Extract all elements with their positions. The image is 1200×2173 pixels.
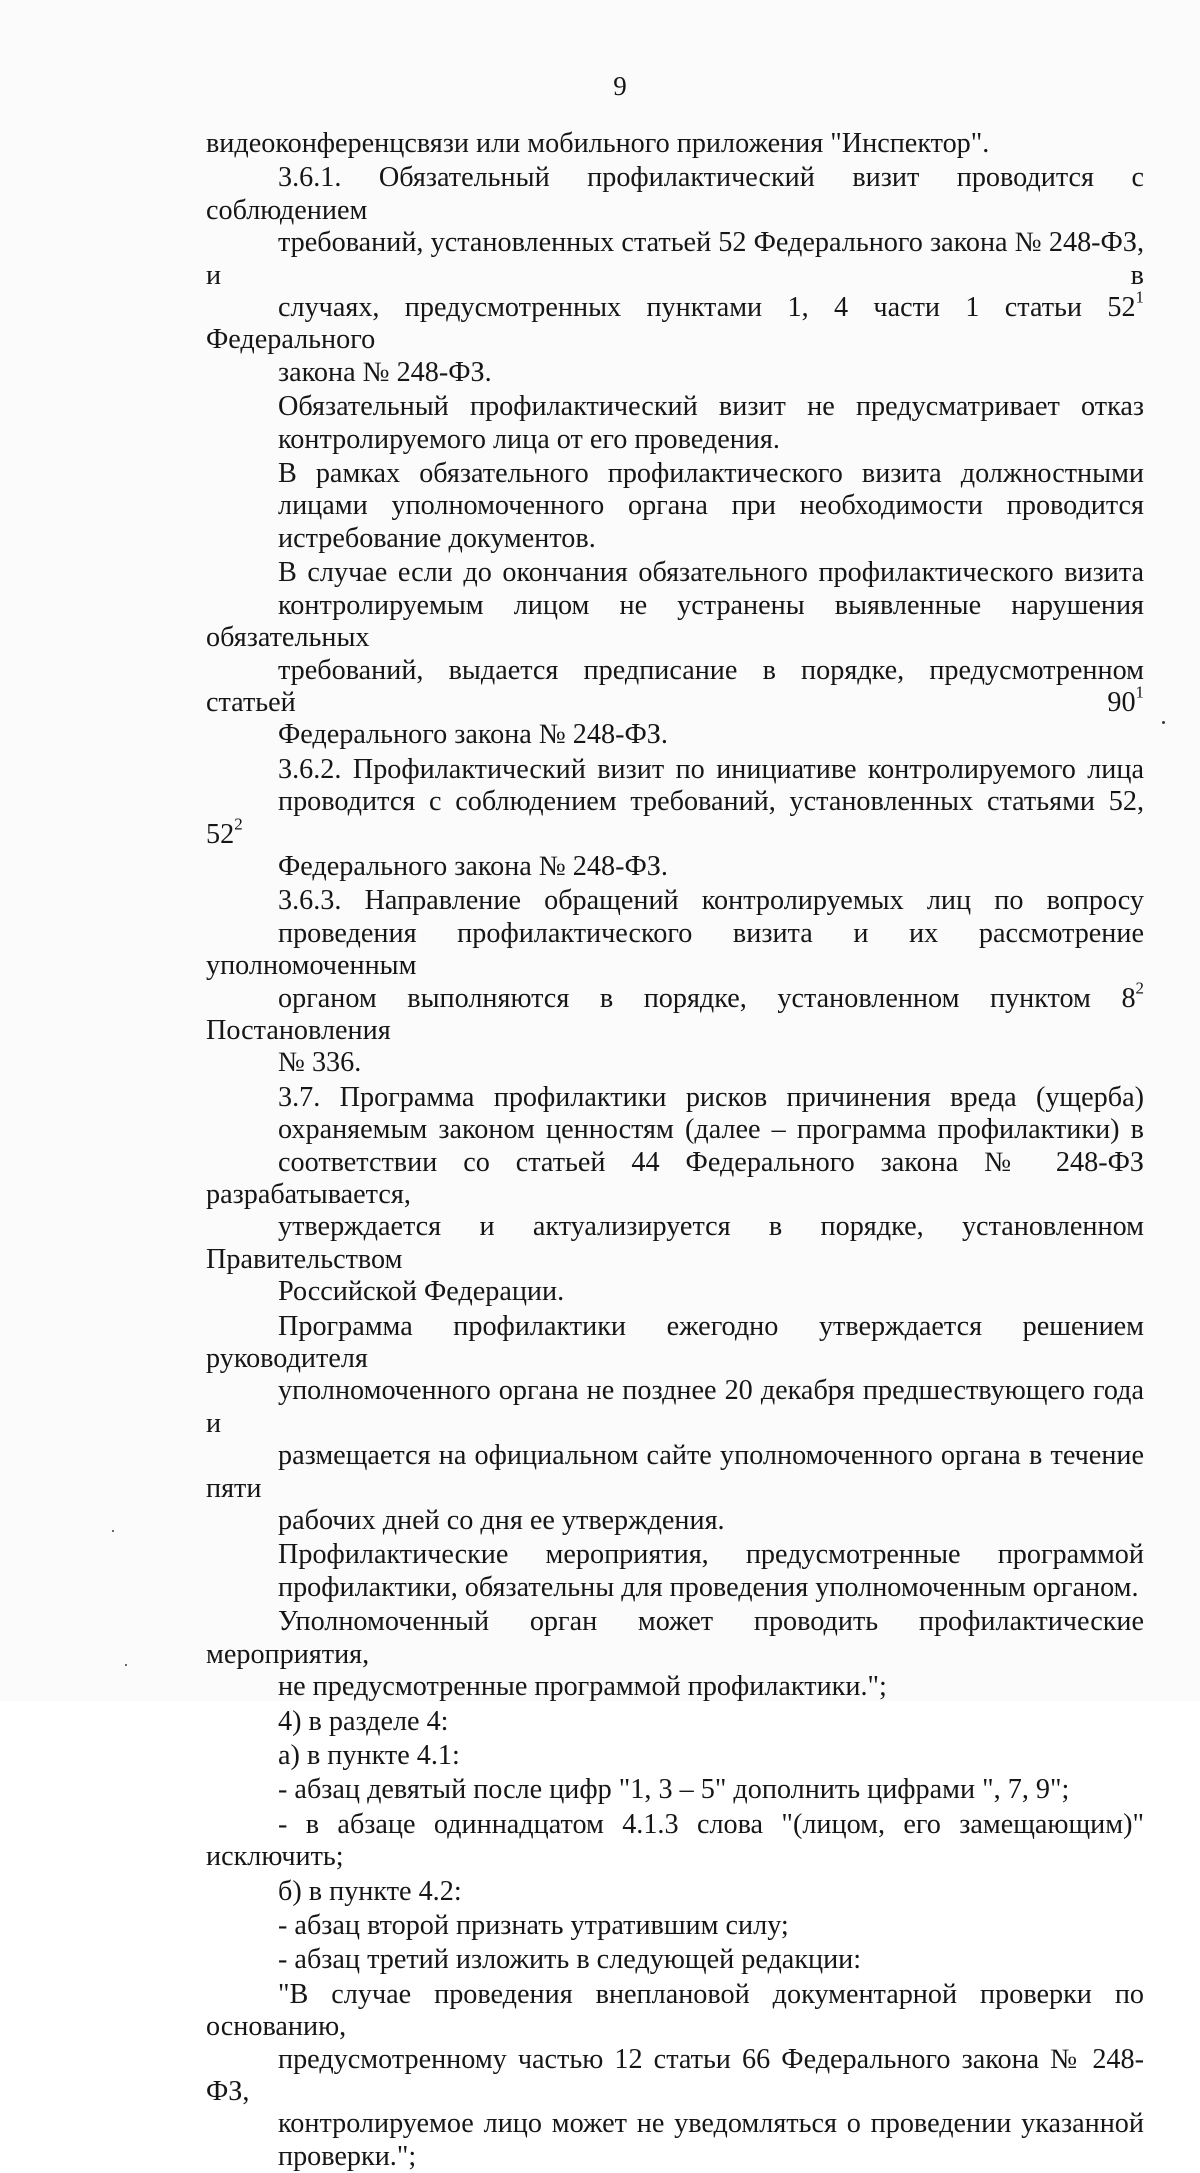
text-line bbox=[206, 490, 1144, 522]
text-line bbox=[206, 1375, 1144, 1440]
text-line bbox=[206, 557, 1144, 589]
text-run: 3.6.1. Обязательный профилактический визит проводится с соблюдением bbox=[206, 162, 1144, 226]
text-run: проводится с соблюдением требований, установленных статьями 52, 52 bbox=[206, 786, 1144, 850]
superscript: 2 bbox=[1135, 978, 1144, 998]
text-line bbox=[206, 2044, 1144, 2109]
text-line bbox=[206, 590, 1144, 655]
text-line bbox=[206, 391, 1144, 423]
text-run: "В случае проведения внеплановой документарной проверки по основанию, bbox=[206, 1978, 1144, 2043]
text-line bbox=[206, 1809, 1144, 1874]
text-run: видеоконференцсвязи или мобильного приложения "Инспектор". bbox=[206, 128, 990, 159]
text-line bbox=[206, 1876, 1144, 1908]
text-run: контролируемым лицом не устранены выявленные нарушения обязательных bbox=[206, 589, 1144, 654]
paragraph bbox=[206, 1740, 1144, 1772]
text-run: а) в пункте 4.1: bbox=[278, 1739, 460, 1771]
text-line bbox=[206, 1276, 1144, 1308]
text-run: профилактики, обязательны для проведения уполномоченным органом. bbox=[278, 1571, 1139, 1603]
text-line bbox=[206, 1740, 1144, 1772]
text-line bbox=[206, 1979, 1144, 2044]
text-line bbox=[206, 1211, 1144, 1276]
text-line bbox=[206, 1539, 1144, 1571]
text-line bbox=[206, 424, 1144, 456]
paragraph bbox=[206, 885, 1144, 1079]
text-run: № 336. bbox=[278, 1047, 362, 1079]
text-run: Федерального bbox=[206, 324, 376, 356]
text-run: 3.7. Программа профилактики рисков причинения вреда (ущерба) bbox=[278, 1081, 1144, 1113]
paragraph bbox=[206, 557, 1144, 751]
text-run: контролируемое лицо может не уведомляться о проведении указанной bbox=[278, 2108, 1144, 2140]
text-run: Федерального закона № 248-ФЗ. bbox=[278, 719, 668, 751]
paragraph bbox=[206, 1979, 1144, 2173]
text-run: Постановления bbox=[206, 1014, 391, 1046]
text-run: - в абзаце одиннадцатом 4.1.3 слова "(лицом, его замещающим)" исключить; bbox=[206, 1808, 1144, 1873]
text-run: лицами уполномоченного органа при необходимости проводится bbox=[278, 490, 1144, 522]
text-line bbox=[206, 786, 1144, 851]
text-line bbox=[206, 1910, 1144, 1942]
paragraph bbox=[206, 1944, 1144, 1976]
text-run: размещается на официальном сайте уполномоченного органа в течение пяти bbox=[206, 1440, 1144, 1504]
paragraph bbox=[206, 1876, 1144, 1908]
text-run: случаях, предусмотренных пунктами 1, 4 части 1 статьи 52 bbox=[278, 292, 1136, 324]
text-run: - абзац второй признать утратившим силу; bbox=[278, 1909, 789, 1941]
text-line bbox=[206, 287, 1144, 357]
text-line bbox=[206, 458, 1144, 490]
text-line bbox=[206, 978, 1144, 1048]
paragraph bbox=[206, 1910, 1144, 1942]
text-run: - абзац девятый после цифр "1, 3 – 5" дополнить цифрами ", 7, 9"; bbox=[278, 1774, 1070, 1806]
text-run: Уполномоченный орган может проводить профилактические мероприятия, bbox=[206, 1606, 1144, 1670]
paragraph bbox=[206, 1606, 1144, 1703]
text-run: органом выполняются в порядке, установленном пунктом 8 bbox=[278, 982, 1136, 1014]
text-line bbox=[206, 1114, 1144, 1146]
text-run: проверки."; bbox=[278, 2140, 417, 2172]
text-line bbox=[206, 2108, 1144, 2140]
text-line bbox=[206, 1671, 1144, 1703]
text-line bbox=[206, 523, 1144, 555]
text-run: уполномоченного органа не позднее 20 декабря предшествующего года и bbox=[206, 1375, 1144, 1439]
text-run: проведения профилактического визита и их рассмотрение уполномоченным bbox=[206, 917, 1144, 982]
text-line bbox=[206, 655, 1144, 720]
text-line bbox=[206, 1047, 1144, 1079]
text-line bbox=[206, 1774, 1144, 1806]
text-run: В рамках обязательного профилактического визита должностными bbox=[278, 458, 1144, 490]
text-run: охраняемым законом ценностям (далее – программа профилактики) в bbox=[278, 1114, 1144, 1146]
paragraph bbox=[206, 458, 1144, 555]
text-line bbox=[206, 1572, 1144, 1604]
text-line bbox=[206, 162, 1144, 227]
text-line bbox=[206, 719, 1144, 751]
text-run: закона № 248-ФЗ. bbox=[278, 356, 492, 388]
text-line bbox=[206, 885, 1144, 917]
paragraph bbox=[206, 391, 1144, 456]
text-line bbox=[206, 1440, 1144, 1505]
text-line bbox=[206, 357, 1144, 389]
text-run: требований, установленных статьей 52 Федерального закона № 248-ФЗ, и в bbox=[206, 227, 1144, 291]
paragraph bbox=[206, 1311, 1144, 1538]
text-run: соответствии со статьей 44 Федерального закона № 248-ФЗ разрабатывается, bbox=[206, 1146, 1144, 1210]
text-run: утверждается и актуализируется в порядке, установленном Правительством bbox=[206, 1211, 1144, 1275]
text-line bbox=[206, 2141, 1144, 2173]
text-line bbox=[206, 918, 1144, 983]
text-run: истребование документов. bbox=[278, 522, 596, 554]
text-run: не предусмотренные программой профилактики."; bbox=[278, 1671, 887, 1703]
text-line bbox=[206, 1082, 1144, 1114]
text-run: б) в пункте 4.2: bbox=[278, 1875, 462, 1907]
text-line bbox=[206, 1147, 1144, 1212]
text-run: - абзац третий изложить в следующей редакции: bbox=[278, 1944, 862, 1976]
text-run: Обязательный профилактический визит не предусматривает отказ bbox=[278, 391, 1144, 423]
text-run: требований, выдается предписание в порядке, предусмотренном статьей 90 bbox=[206, 654, 1144, 718]
paragraph bbox=[206, 754, 1144, 884]
paragraph bbox=[206, 1082, 1144, 1309]
paragraph bbox=[206, 1774, 1144, 1806]
superscript: 1 bbox=[1135, 682, 1144, 702]
paragraph bbox=[206, 1706, 1144, 1738]
paragraph bbox=[206, 128, 1144, 160]
text-run: В случае если до окончания обязательного профилактического визита bbox=[278, 557, 1144, 589]
document-body bbox=[206, 128, 1144, 2173]
text-line bbox=[206, 1944, 1144, 1976]
text-run: 3.6.3. Направление обращений контролируемых лиц по вопросу bbox=[278, 885, 1144, 917]
scan-speck bbox=[112, 1530, 114, 1532]
text-run: предусмотренному частью 12 статьи 66 Федерального закона № 248-ФЗ, bbox=[206, 2043, 1144, 2107]
text-line bbox=[206, 227, 1144, 292]
superscript: 1 bbox=[1135, 287, 1144, 307]
paragraph bbox=[206, 1809, 1144, 1874]
text-line bbox=[206, 1606, 1144, 1671]
text-line bbox=[206, 1311, 1144, 1376]
scan-speck bbox=[125, 1664, 127, 1666]
text-line bbox=[206, 754, 1144, 786]
text-line bbox=[206, 1505, 1144, 1537]
paragraph bbox=[206, 1539, 1144, 1604]
text-line bbox=[206, 1706, 1144, 1738]
superscript: 2 bbox=[234, 814, 243, 833]
text-line bbox=[206, 128, 1144, 160]
text-run: контролируемого лица от его проведения. bbox=[278, 423, 780, 455]
text-run: 3.6.2. Профилактический визит по инициативе контролируемого лица bbox=[278, 753, 1144, 785]
text-run: Программа профилактики ежегодно утверждается решением руководителя bbox=[206, 1310, 1144, 1375]
text-run: 4) в разделе 4: bbox=[278, 1705, 449, 1737]
page-number: 9 bbox=[613, 71, 627, 101]
text-line bbox=[206, 851, 1144, 883]
text-run: рабочих дней со дня ее утверждения. bbox=[278, 1505, 725, 1537]
scan-speck bbox=[1162, 721, 1165, 724]
paragraph bbox=[206, 162, 1144, 389]
text-run: Российской Федерации. bbox=[278, 1276, 565, 1308]
text-run: Федерального закона № 248-ФЗ. bbox=[278, 850, 668, 882]
text-run: Профилактические мероприятия, предусмотренные программой bbox=[278, 1539, 1144, 1571]
